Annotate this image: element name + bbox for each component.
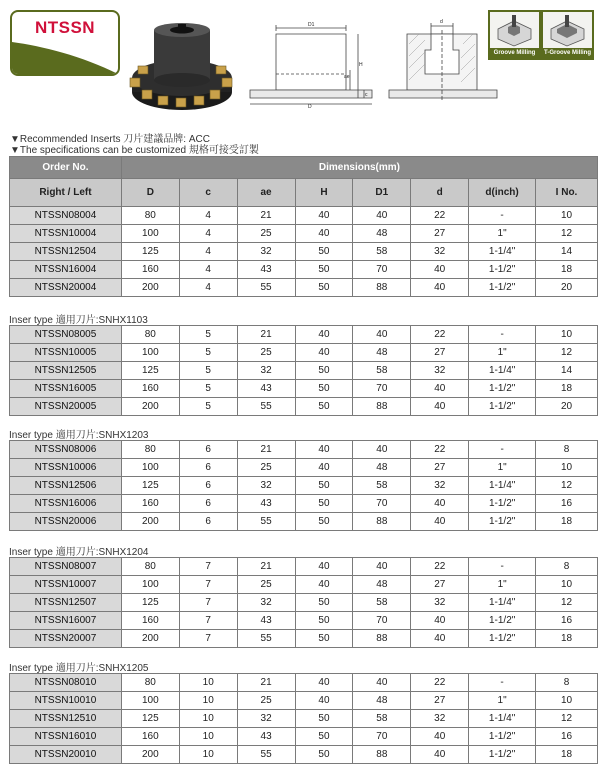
dimension-cell: 200 [121,398,179,416]
dimension-cell: 58 [353,362,411,380]
table-row [10,674,598,692]
side-view-drawing [246,14,381,109]
dimension-cell: 4 [179,225,237,243]
dimension-cell: 40 [353,207,411,225]
table-row [10,459,598,477]
dimension-cell: 12 [536,710,598,728]
dimension-cell: 18 [536,261,598,279]
groove-milling-badge [488,10,541,60]
dimension-cell: 70 [353,261,411,279]
dimension-cell: 88 [353,398,411,416]
dimension-cell: 80 [121,558,179,576]
dimension-cell: 50 [295,513,353,531]
column-header: Right / Left [10,179,122,207]
table-row [10,728,598,746]
dimension-cell: 160 [121,612,179,630]
order-code-cell: NTSSN20006 [10,513,122,531]
column-header: ae [237,179,295,207]
dimension-cell: 20 [536,279,598,297]
order-code-cell: NTSSN08007 [10,558,122,576]
dimension-cell: 43 [237,261,295,279]
dimension-cell: 1-1/2" [469,380,536,398]
dimension-cell: 43 [237,728,295,746]
dimension-cell: 22 [411,674,469,692]
dimension-cell: 32 [237,594,295,612]
dimension-cell: 1" [469,344,536,362]
dimension-cell: 80 [121,441,179,459]
dimension-cell: 16 [536,728,598,746]
dimension-cell: 7 [179,630,237,648]
dimension-cell: 21 [237,558,295,576]
order-code-cell: NTSSN16005 [10,380,122,398]
order-code-cell: NTSSN12506 [10,477,122,495]
dimension-cell: 40 [295,692,353,710]
dimension-cell: 32 [411,710,469,728]
dimension-cell: 1" [469,692,536,710]
dimension-cell: 4 [179,243,237,261]
table-row [10,692,598,710]
dimension-cell: 48 [353,459,411,477]
dimension-cell: 50 [295,362,353,380]
dimension-cell: 55 [237,746,295,764]
dimension-cell: 40 [411,612,469,630]
dimension-cell: 25 [237,576,295,594]
dimension-cell: 160 [121,380,179,398]
dimension-cell: 8 [536,558,598,576]
dimension-cell: 50 [295,612,353,630]
dimension-cell: 10 [536,692,598,710]
drawing-label-h: H [359,62,363,68]
dimension-cell: 4 [179,261,237,279]
dimension-cell: 14 [536,243,598,261]
table-row [10,441,598,459]
dimension-cell: 20 [536,398,598,416]
drawing-label-d1: D1 [308,22,315,28]
dimension-cell: 125 [121,594,179,612]
header-order-no: Order No. [10,157,122,179]
dimension-cell: 7 [179,576,237,594]
dimension-cell: 48 [353,344,411,362]
dimension-cell: 50 [295,728,353,746]
dimension-cell: 10 [179,728,237,746]
order-code-cell: NTSSN12505 [10,362,122,380]
dimension-cell: 10 [536,326,598,344]
dimension-cell: 50 [295,243,353,261]
groove-milling-icon [494,15,535,47]
table-row [10,243,598,261]
table-row [10,576,598,594]
order-code-cell: NTSSN16010 [10,728,122,746]
dimension-cell: 40 [353,558,411,576]
table-row [10,279,598,297]
dimension-cell: 1" [469,225,536,243]
dimension-cell: 22 [411,441,469,459]
cutter-product-image [126,18,238,118]
dimension-cell: 5 [179,362,237,380]
drawing-label-d-small: d [440,19,443,25]
section-label-4: Inser type 適用刀片:SNHX1205 [9,663,149,674]
dimension-cell: 10 [536,459,598,477]
dimension-cell: 40 [411,728,469,746]
dimension-cell: 32 [237,477,295,495]
dimension-cell: 88 [353,513,411,531]
dimension-cell: 40 [353,326,411,344]
dimension-cell: 4 [179,207,237,225]
dimension-cell: 32 [411,362,469,380]
dimension-cell: 88 [353,630,411,648]
dimension-cell: 40 [411,380,469,398]
t-groove-milling-icon [547,15,588,47]
groove-milling-label: Groove Milling [490,48,539,58]
dimension-cell: 80 [121,326,179,344]
dimension-cell: 10 [179,674,237,692]
dimension-cell: 40 [411,513,469,531]
spec-table-2 [9,440,598,531]
drawing-label-ae: ae [344,74,350,80]
spec-table-3 [9,557,598,648]
dimension-cell: 6 [179,459,237,477]
section-label-3: Inser type 適用刀片:SNHX1204 [9,547,149,558]
dimension-cell: 50 [295,398,353,416]
dimension-cell: 55 [237,630,295,648]
table-row [10,746,598,764]
dimension-cell: 160 [121,261,179,279]
dimension-cell: 40 [411,630,469,648]
dimension-cell: 100 [121,576,179,594]
dimension-cell: 12 [536,225,598,243]
dimension-cell: 21 [237,207,295,225]
dimension-cell: 40 [295,459,353,477]
order-code-cell: NTSSN08005 [10,326,122,344]
dimension-cell: 22 [411,326,469,344]
order-code-cell: NTSSN20004 [10,279,122,297]
dimension-cell: 48 [353,692,411,710]
header-dimensions: Dimensions(mm) [121,157,597,179]
dimension-cell: 58 [353,594,411,612]
dimension-cell: 1-1/2" [469,630,536,648]
dimension-cell: - [469,326,536,344]
spec-table-4 [9,673,598,764]
dimension-cell: 18 [536,746,598,764]
dimension-cell: 125 [121,243,179,261]
dimension-cell: 100 [121,225,179,243]
spec-table-0 [9,156,598,297]
dimension-cell: 1-1/2" [469,261,536,279]
dimension-cell: 1-1/4" [469,362,536,380]
dimension-cell: 40 [411,495,469,513]
dimension-cell: 43 [237,612,295,630]
order-code-cell: NTSSN16004 [10,261,122,279]
dimension-cell: 88 [353,279,411,297]
dimension-cell: - [469,674,536,692]
dimension-cell: 43 [237,380,295,398]
column-header: D [121,179,179,207]
dimension-cell: 32 [411,594,469,612]
dimension-cell: 5 [179,344,237,362]
order-code-cell: NTSSN08006 [10,441,122,459]
dimension-cell: 88 [353,746,411,764]
order-code-cell: NTSSN12507 [10,594,122,612]
note-recommended-inserts: ▼Recommended Inserts 刀片建議品牌: ACC [10,134,210,145]
dimension-cell: 70 [353,380,411,398]
dimension-cell: 6 [179,441,237,459]
dimension-cell: 10 [536,207,598,225]
dimension-cell: 200 [121,630,179,648]
dimension-cell: 40 [295,441,353,459]
table-row [10,362,598,380]
dimension-cell: 125 [121,362,179,380]
dimension-cell: 58 [353,477,411,495]
dimension-cell: 25 [237,225,295,243]
dimension-cell: 12 [536,594,598,612]
section-label-2: Inser type 適用刀片:SNHX1203 [9,430,149,441]
dimension-cell: 7 [179,612,237,630]
dimension-cell: 1-1/2" [469,279,536,297]
table-row [10,261,598,279]
dimension-cell: 160 [121,495,179,513]
dimension-cell: 5 [179,326,237,344]
table-row [10,225,598,243]
dimension-cell: 32 [411,243,469,261]
dimension-cell: 18 [536,513,598,531]
dimension-cell: 1-1/2" [469,495,536,513]
dimension-cell: 1-1/2" [469,398,536,416]
table-row [10,477,598,495]
dimension-cell: 200 [121,279,179,297]
dimension-cell: - [469,558,536,576]
dimension-cell: 1-1/2" [469,513,536,531]
dimension-cell: - [469,441,536,459]
dimension-cell: 27 [411,576,469,594]
dimension-cell: 7 [179,594,237,612]
dimension-cell: 50 [295,477,353,495]
dimension-cell: 5 [179,380,237,398]
table-row [10,380,598,398]
t-groove-milling-badge [541,10,594,60]
dimension-cell: 32 [411,477,469,495]
column-header: I No. [536,179,598,207]
dimension-cell: 40 [411,398,469,416]
order-code-cell: NTSSN08004 [10,207,122,225]
note-customization: ▼The specifications can be customized 規格可接受訂製 [10,145,259,156]
order-code-cell: NTSSN12504 [10,243,122,261]
dimension-cell: 125 [121,477,179,495]
dimension-cell: 1-1/2" [469,728,536,746]
table-row [10,398,598,416]
dimension-cell: 200 [121,513,179,531]
dimension-cell: 55 [237,513,295,531]
dimension-cell: 6 [179,477,237,495]
column-header: D1 [353,179,411,207]
dimension-cell: 160 [121,728,179,746]
dimension-cell: 58 [353,710,411,728]
dimension-cell: 50 [295,495,353,513]
dimension-cell: 14 [536,362,598,380]
dimension-cell: 1-1/4" [469,594,536,612]
dimension-cell: 22 [411,558,469,576]
order-code-cell: NTSSN20005 [10,398,122,416]
order-code-cell: NTSSN08010 [10,674,122,692]
dimension-cell: 80 [121,674,179,692]
dimension-cell: 32 [237,243,295,261]
dimension-cell: 40 [411,261,469,279]
dimension-cell: 6 [179,495,237,513]
dimension-cell: 10 [179,692,237,710]
dimension-cell: 40 [295,558,353,576]
dimension-cell: 70 [353,612,411,630]
table-row [10,710,598,728]
dimension-cell: 58 [353,243,411,261]
column-header: c [179,179,237,207]
dimension-cell: 50 [295,279,353,297]
section-view-drawing [385,14,500,109]
dimension-cell: 200 [121,746,179,764]
dimension-cell: 48 [353,576,411,594]
dimension-cell: 25 [237,692,295,710]
column-header: d(inch) [469,179,536,207]
dimension-cell: 100 [121,344,179,362]
dimension-cell: 7 [179,558,237,576]
dimension-cell: 27 [411,344,469,362]
table-row [10,326,598,344]
column-header: d [411,179,469,207]
dimension-cell: 1-1/4" [469,710,536,728]
dimension-cell: 80 [121,207,179,225]
dimension-cell: 1-1/4" [469,243,536,261]
table-row [10,207,598,225]
dimension-cell: 40 [295,225,353,243]
dimension-cell: 21 [237,441,295,459]
table-row [10,513,598,531]
dimension-cell: 1" [469,576,536,594]
dimension-cell: 50 [295,594,353,612]
dimension-cell: 50 [295,630,353,648]
dimension-cell: 5 [179,398,237,416]
brand-logo [10,10,120,76]
dimension-cell: 6 [179,513,237,531]
dimension-cell: 70 [353,728,411,746]
dimension-cell: 32 [237,362,295,380]
dimension-cell: 40 [295,344,353,362]
dimension-cell: 1" [469,459,536,477]
dimension-cell: 25 [237,459,295,477]
dimension-cell: 40 [411,746,469,764]
dimension-cell: 50 [295,746,353,764]
order-code-cell: NTSSN20010 [10,746,122,764]
dimension-cell: 125 [121,710,179,728]
dimension-cell: 8 [536,441,598,459]
dimension-cell: 1-1/4" [469,477,536,495]
table-row [10,495,598,513]
dimension-cell: 48 [353,225,411,243]
dimension-cell: 27 [411,459,469,477]
dimension-cell: 22 [411,207,469,225]
dimension-cell: 32 [237,710,295,728]
dimension-cell: 40 [353,674,411,692]
dimension-cell: 40 [295,674,353,692]
column-header: H [295,179,353,207]
drawing-label-c: c [365,92,368,98]
order-code-cell: NTSSN16007 [10,612,122,630]
order-code-cell: NTSSN20007 [10,630,122,648]
dimension-cell: 40 [411,279,469,297]
dimension-cell: 27 [411,225,469,243]
dimension-cell: 100 [121,459,179,477]
dimension-cell: 40 [295,207,353,225]
dimension-cell: 16 [536,612,598,630]
order-code-cell: NTSSN10007 [10,576,122,594]
table-row [10,630,598,648]
dimension-cell: 4 [179,279,237,297]
notes [10,134,259,156]
dimension-cell: 10 [536,576,598,594]
dimension-cell: 40 [295,326,353,344]
t-groove-milling-label: T-Groove Milling [543,50,591,56]
dimension-cell: 18 [536,380,598,398]
dimension-cell: - [469,207,536,225]
dimension-cell: 21 [237,326,295,344]
dimension-cell: 50 [295,380,353,398]
dimension-cell: 70 [353,495,411,513]
dimension-cell: 50 [295,261,353,279]
spec-table-1 [9,325,598,416]
table-row [10,594,598,612]
order-code-cell: NTSSN10004 [10,225,122,243]
dimension-cell: 100 [121,692,179,710]
dimension-cell: 55 [237,398,295,416]
brand-title: NTSSN [34,18,96,37]
dimension-cell: 40 [353,441,411,459]
dimension-cell: 27 [411,692,469,710]
dimension-cell: 40 [295,576,353,594]
dimension-cell: 21 [237,674,295,692]
order-code-cell: NTSSN16006 [10,495,122,513]
dimension-cell: 10 [179,710,237,728]
dimension-cell: 12 [536,344,598,362]
order-code-cell: NTSSN10006 [10,459,122,477]
dimension-cell: 50 [295,710,353,728]
table-row [10,344,598,362]
dimension-cell: 43 [237,495,295,513]
order-code-cell: NTSSN12510 [10,710,122,728]
dimension-cell: 16 [536,495,598,513]
order-code-cell: NTSSN10010 [10,692,122,710]
dimension-cell: 10 [179,746,237,764]
logo-band-graphic [12,12,118,74]
dimension-cell: 18 [536,630,598,648]
table-row [10,558,598,576]
dimension-cell: 8 [536,674,598,692]
section-label-1: Inser type 適用刀片:SNHX1103 [9,315,148,326]
dimension-cell: 55 [237,279,295,297]
dimension-cell: 12 [536,477,598,495]
dimension-cell: 1-1/2" [469,746,536,764]
order-code-cell: NTSSN10005 [10,344,122,362]
dimension-cell: 25 [237,344,295,362]
table-row [10,612,598,630]
drawing-label-d-big: D [308,104,312,109]
dimension-cell: 1-1/2" [469,612,536,630]
